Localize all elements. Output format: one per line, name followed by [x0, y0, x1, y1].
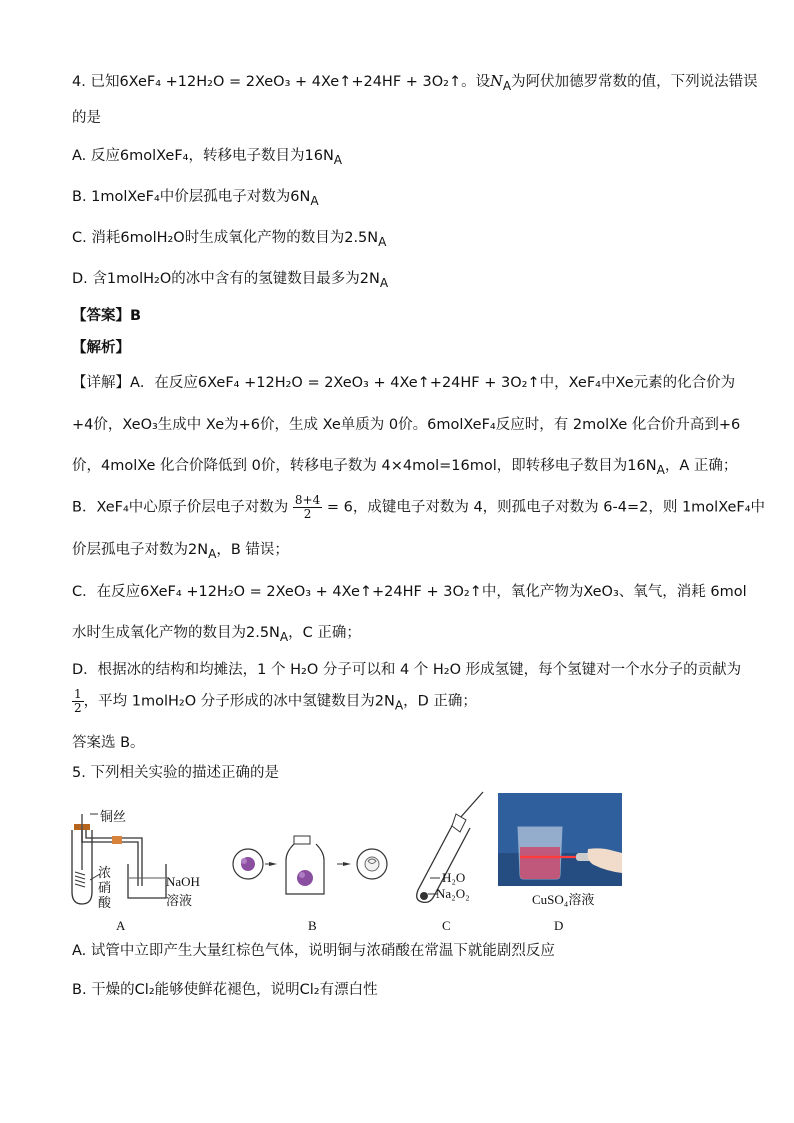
detail-line-2: +4价，XeO₃生成中 Xe为+6价，生成 Xe单质为 0价。6molXeF₄反应时，有 2molXe 化合价升高到+6 — [72, 417, 741, 433]
caption-d: D — [554, 918, 564, 933]
fraction-denominator: 2 — [303, 507, 312, 521]
detail-line-8: D．根据冰的结构和均摊法，1 个 H₂O 分子可以和 4 个 H₂O 形成氢键，每个氢键对一个水分子的贡献为 — [72, 662, 742, 678]
detail-line-5 — [72, 540, 289, 564]
detail-line-9 — [72, 688, 477, 715]
fraction-numerator: 8+4 — [294, 493, 321, 507]
na-subscript: A — [656, 462, 665, 477]
fraction-8-4-over-2 — [293, 494, 322, 521]
final-answer: 答案选 B。 — [72, 735, 145, 751]
detail-line-9-text: ，平均 1molH₂O 分子形成的冰中氢键数目为2N — [83, 693, 395, 710]
q4-stem — [72, 72, 758, 96]
q4-option-d — [72, 269, 388, 293]
caption-b: B — [308, 918, 317, 933]
detail-line-7-text: 水时生成氧化产物的数目为2.5N — [72, 625, 280, 641]
na-subscript: A — [208, 546, 217, 561]
fraction-numerator: 1 — [74, 687, 82, 701]
detail-line-6: C．在反应6XeF₄ +12H₂O = 2XeO₃ + 4Xe↑+24HF + 3O₂↑中，氧化产物为XeO₃、氧气，消耗 6mol — [72, 584, 747, 600]
figure-d-tyndall-photo — [498, 793, 622, 938]
figure-a-apparatus — [68, 808, 218, 938]
q4-option-c — [72, 228, 386, 252]
fraction-denominator: 2 — [74, 701, 82, 715]
na-subscript: A — [333, 152, 343, 167]
q4-option-c-text: C. 消耗6molH₂O时生成氧化产物的数目为2.5N — [72, 230, 379, 246]
detail-line-4-b: = 6，成键电子对数为 4，则孤电子对数为 6-4=2，则 1molXeF₄中 — [326, 499, 766, 516]
detail-line-4-a: B．XeF₄中心原子价层电子对数为 — [72, 499, 289, 516]
label-copper-wire: 铜丝 — [100, 810, 127, 825]
na-symbol: N — [490, 74, 503, 90]
figure-a-drawing — [68, 808, 218, 918]
label-naoh: NaOH — [166, 874, 200, 889]
detail-line-3-text: 价，4molXe 化合价降低到 0价，转移电子数为 4×4mol=16mol，即转移电子数目为16N — [72, 458, 657, 474]
detail-line-7-tail: ，C 正确； — [288, 625, 361, 641]
figure-b-flower-bleaching — [232, 828, 412, 938]
label-na2o2: Na₂O₂ — [436, 886, 470, 901]
label-solution: 溶液 — [166, 894, 193, 909]
figure-c-test-tube — [408, 790, 488, 938]
na-subscript: A — [279, 629, 289, 644]
detail-line-4 — [72, 494, 765, 521]
q5-option-a: A. 试管中立即产生大量红棕色气体，说明铜与浓硝酸在常温下就能剧烈反应 — [72, 943, 555, 959]
na-subscript: A — [310, 193, 319, 208]
q4-option-a — [72, 146, 342, 170]
detail-line-3-tail: ，A 正确； — [664, 458, 738, 474]
q4-stem-b: 为阿伏加德罗常数的值，下列说法错误 — [511, 74, 758, 90]
q4-option-a-text: A. 反应6molXeF₄，转移电子数目为16N — [72, 148, 334, 164]
fraction-1-over-2 — [72, 688, 84, 715]
q4-option-b — [72, 187, 319, 211]
q4-stem-cont: 的是 — [72, 110, 101, 126]
label-cuso4-solution: CuSO₄溶液 — [532, 892, 595, 907]
analysis-tag: 【解析】 — [72, 340, 130, 356]
na-subscript: A — [378, 234, 387, 249]
detail-line-1: 【详解】A．在反应6XeF₄ +12H₂O = 2XeO₃ + 4Xe↑+24HF + 3O₂↑中，XeF₄中Xe元素的化合价为 — [72, 375, 736, 391]
na-subscript: A — [394, 698, 404, 713]
na-subscript: A — [379, 275, 389, 290]
figure-d-photo — [498, 793, 622, 886]
q5-stem: 5. 下列相关实验的描述正确的是 — [72, 765, 279, 781]
answer-tag: 【答案】B — [72, 308, 142, 324]
detail-line-5-text: 价层孤电子对数为2N — [72, 542, 209, 558]
detail-line-3 — [72, 456, 737, 480]
caption-c: C — [442, 918, 451, 933]
detail-line-9-tail: ，D 正确； — [403, 693, 477, 710]
q5-option-b: B. 干燥的Cl₂能够使鲜花褪色，说明Cl₂有漂白性 — [72, 982, 378, 998]
na-subscript: A — [502, 78, 512, 93]
q4-option-b-text: B. 1molXeF₄中价层孤电子对数为6N — [72, 189, 311, 205]
caption-a: A — [116, 918, 126, 933]
label-h2o: H₂O — [442, 870, 466, 885]
q4-stem-a: 4. 已知6XeF₄ +12H₂O = 2XeO₃ + 4Xe↑+24HF + 3O₂↑。设 — [72, 74, 491, 90]
label-conc-nitric-acid: 浓 硝 酸 — [98, 866, 112, 911]
figure-b-drawing — [232, 828, 412, 898]
q4-option-d-text: D. 含1molH₂O的冰中含有的氢键数目最多为2N — [72, 271, 380, 287]
detail-line-5-tail: ，B 错误； — [216, 542, 289, 558]
detail-line-7 — [72, 623, 361, 647]
